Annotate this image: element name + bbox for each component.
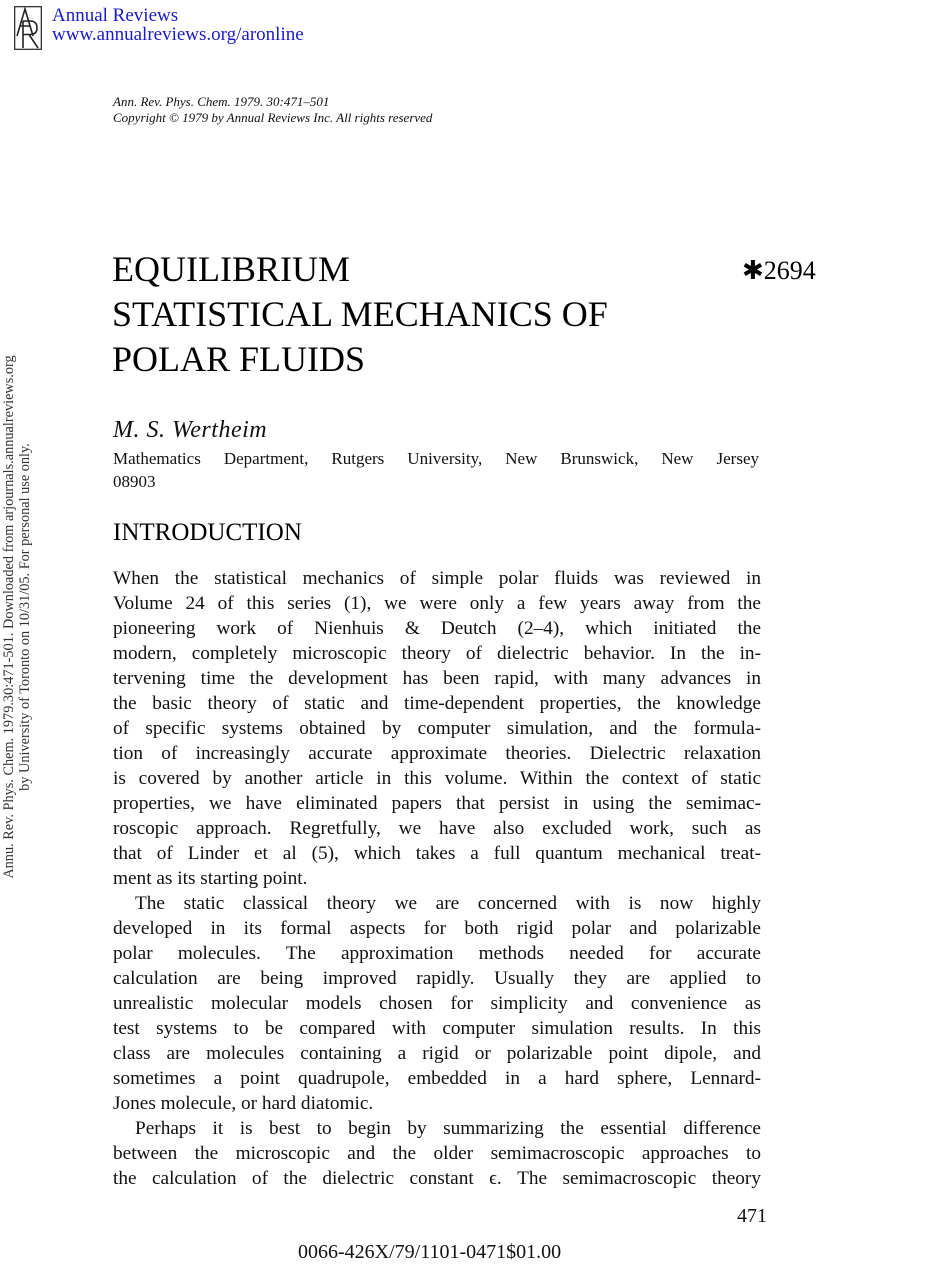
- body-line: the calculation of the dielectric constant ϵ. The semimacroscopic theory: [113, 1168, 761, 1189]
- body-line: Volume 24 of this series (1), we were only a few years away from the: [113, 593, 761, 614]
- body-line: polar molecules. The approximation methods needed for accurate: [113, 943, 761, 964]
- author-name: M. S. Wertheim: [113, 417, 268, 443]
- title-line-2: STATISTICAL MECHANICS OF: [112, 294, 608, 334]
- watermark-line-1: Annu. Rev. Phys. Chem. 1979.30:471-501. Downloaded from arjournals.annualreviews.org: [1, 355, 17, 879]
- publisher-url-link[interactable]: www.annualreviews.org/aronline: [52, 24, 304, 45]
- body-line: modern, completely microscopic theory of dielectric behavior. In the in-: [113, 643, 761, 664]
- page-number: 471: [737, 1205, 767, 1227]
- body-line: tervening time the development has been rapid, with many advances in: [113, 668, 761, 689]
- body-line: is covered by another article in this volume. Within the context of static: [113, 768, 761, 789]
- body-line: pioneering work of Nienhuis & Deutch (2–4), which initiated the: [113, 618, 761, 639]
- copyright-notice: Copyright © 1979 by Annual Reviews Inc. All rights reserved: [113, 110, 433, 125]
- body-line: between the microscopic and the older semimacroscopic approaches to: [113, 1143, 761, 1164]
- article-number: ✱2694: [742, 256, 816, 285]
- body-line: Jones molecule, or hard diatomic.: [113, 1093, 374, 1114]
- watermark-line-2: by University of Toronto on 10/31/05. For personal use only.: [17, 443, 33, 791]
- section-heading-introduction: INTRODUCTION: [113, 519, 302, 546]
- body-line: that of Linder et al (5), which takes a full quantum mechanical treat-: [113, 843, 761, 864]
- body-line: developed in its formal aspects for both rigid polar and polarizable: [113, 918, 761, 939]
- title-line-1: EQUILIBRIUM: [112, 249, 350, 289]
- body-line: When the statistical mechanics of simple polar fluids was reviewed in: [113, 568, 761, 589]
- body-line: tion of increasingly accurate approximate theories. Dielectric relaxation: [113, 743, 761, 764]
- title-line-3: POLAR FLUIDS: [112, 339, 366, 379]
- body-line: unrealistic molecular models chosen for simplicity and convenience as: [113, 993, 761, 1014]
- body-line: the basic theory of static and time-dependent properties, the knowledge: [113, 693, 761, 714]
- annual-reviews-logo-icon: [14, 6, 42, 50]
- publisher-name-link[interactable]: Annual Reviews: [52, 5, 179, 26]
- affiliation-zip: 08903: [113, 472, 156, 491]
- body-line: The static classical theory we are concerned with is now highly: [135, 893, 761, 914]
- article-title: [112, 247, 608, 382]
- price-code: 0066-426X/79/1101-0471$01.00: [298, 1241, 562, 1263]
- body-text: [113, 566, 761, 1191]
- body-line: roscopic approach. Regretfully, we have also excluded work, such as: [113, 818, 761, 839]
- journal-citation: Ann. Rev. Phys. Chem. 1979. 30:471–501: [113, 94, 330, 109]
- body-line: class are molecules containing a rigid or polarizable point dipole, and: [113, 1043, 761, 1064]
- body-line: calculation are being improved rapidly. Usually they are applied to: [113, 968, 761, 989]
- body-line: of specific systems obtained by computer simulation, and the formula-: [113, 718, 761, 739]
- body-line: properties, we have eliminated papers that persist in using the semimac-: [113, 793, 761, 814]
- body-line: sometimes a point quadrupole, embedded in a hard sphere, Lennard-: [113, 1068, 761, 1089]
- body-line: ment as its starting point.: [113, 868, 308, 889]
- body-line: test systems to be compared with computer simulation results. In this: [113, 1018, 761, 1039]
- author-affiliation: Mathematics Department, Rutgers University, New Brunswick, New Jersey: [113, 449, 759, 468]
- body-line: Perhaps it is best to begin by summarizing the essential difference: [135, 1118, 761, 1139]
- download-watermark: [1, 292, 33, 942]
